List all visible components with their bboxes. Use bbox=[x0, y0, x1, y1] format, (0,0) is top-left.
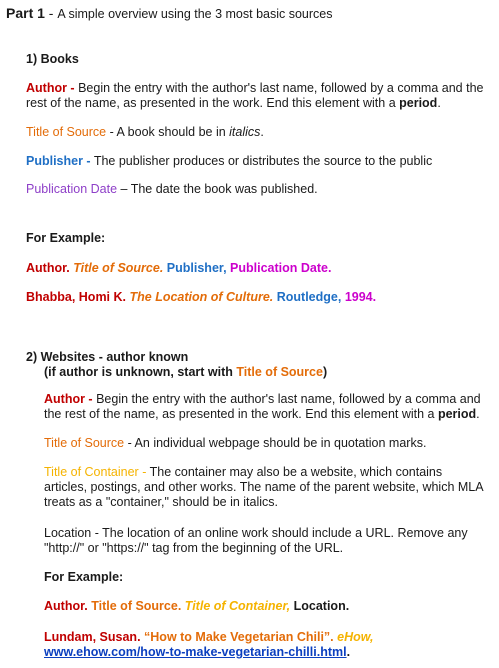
web-location-line2: "http://" or "https://" tag from the beginning of the URL. bbox=[44, 541, 344, 555]
location-term: Location bbox=[44, 526, 92, 540]
web-template-location: Location. bbox=[293, 599, 350, 613]
web-citation-end: . bbox=[346, 645, 351, 659]
web-period-term: period bbox=[437, 407, 477, 421]
author-term: Author - bbox=[26, 81, 75, 95]
websites-subheading-text: (if author is unknown, start with bbox=[44, 365, 237, 379]
part-separator: - bbox=[44, 5, 58, 21]
web-citation-url-link[interactable]: www.ehow.com/how-to-make-vegetarian-chilli.html bbox=[44, 645, 347, 659]
template-date: Publication Date. bbox=[230, 261, 332, 275]
books-example-citation bbox=[26, 290, 376, 305]
books-author-line2 bbox=[26, 96, 441, 111]
web-author-desc-2: the rest of the name, as presented in the work. End this element with a bbox=[44, 407, 438, 421]
author-desc-1: Begin the entry with the author's last name, followed by a comma and the bbox=[74, 81, 484, 95]
title-of-source-desc: - A book should be in bbox=[106, 125, 230, 139]
title-of-source-end: . bbox=[260, 125, 264, 139]
web-author-term: Author - bbox=[44, 392, 93, 406]
part-header bbox=[6, 6, 333, 22]
web-author-desc-end: . bbox=[476, 407, 480, 421]
websites-heading: 2) Websites - author known bbox=[26, 350, 189, 364]
web-citation-container: eHow, bbox=[337, 630, 374, 644]
citation-title: The Location of Culture. bbox=[129, 290, 274, 304]
web-title-of-source bbox=[44, 436, 426, 451]
web-author-line1 bbox=[44, 392, 481, 407]
web-author-line2 bbox=[44, 407, 480, 422]
template-author: Author. bbox=[26, 261, 70, 275]
title-of-container-term: Title of Container - bbox=[44, 465, 147, 479]
citation-author: Bhabba, Homi K. bbox=[26, 290, 127, 304]
books-publisher bbox=[26, 154, 432, 169]
publication-date-term: Publication Date bbox=[26, 182, 118, 196]
web-citation-author: Lundam, Susan. bbox=[44, 630, 141, 644]
citation-publisher: Routledge, bbox=[276, 290, 342, 304]
books-publication-date bbox=[26, 182, 318, 197]
location-desc-1: - The location of an online work should include a URL. Remove any bbox=[91, 526, 468, 540]
books-example-heading: For Example: bbox=[26, 231, 106, 245]
books-author-line1 bbox=[26, 81, 483, 96]
books-example-template bbox=[26, 261, 331, 276]
web-example-heading: For Example: bbox=[44, 570, 124, 584]
web-container-line3: treats as a "container," should be in italics. bbox=[44, 495, 279, 509]
web-template-container: Title of Container, bbox=[184, 599, 291, 613]
italics-word: italics bbox=[229, 125, 261, 139]
template-title: Title of Source. bbox=[73, 261, 164, 275]
web-title-of-source-term: Title of Source bbox=[44, 436, 125, 450]
template-publisher: Publisher, bbox=[166, 261, 227, 275]
books-title-of-source bbox=[26, 125, 264, 140]
websites-subheading bbox=[44, 365, 327, 380]
websites-subheading-end: ) bbox=[322, 365, 328, 379]
web-template-source: Title of Source. bbox=[91, 599, 182, 613]
web-example-template bbox=[44, 599, 349, 614]
part-label: Part 1 bbox=[6, 5, 45, 21]
author-desc-end: . bbox=[437, 96, 441, 110]
publication-date-desc: – The date the book was published. bbox=[117, 182, 318, 196]
author-desc-2: rest of the name, as presented in the work. End this element with a bbox=[26, 96, 400, 110]
books-heading: 1) Books bbox=[26, 52, 79, 66]
web-citation-title: “How to Make Vegetarian Chili”. bbox=[144, 630, 334, 644]
publisher-term: Publisher - bbox=[26, 154, 91, 168]
part-description: A simple overview using the 3 most basic sources bbox=[57, 7, 333, 21]
web-template-author: Author. bbox=[44, 599, 88, 613]
web-example-citation-line2 bbox=[44, 645, 350, 660]
publisher-desc: The publisher produces or distributes the source to the public bbox=[90, 154, 433, 168]
websites-subheading-term: Title of Source bbox=[236, 365, 323, 379]
web-author-desc-1: Begin the entry with the author's last name, followed by a comma and bbox=[92, 392, 481, 406]
container-desc-1: The container may also be a website, which contains bbox=[146, 465, 443, 479]
web-example-citation-line1 bbox=[44, 630, 374, 645]
web-container-line2: articles, postings, and other works. The name of the parent website, which MLA bbox=[44, 480, 484, 494]
web-location-line1 bbox=[44, 526, 468, 541]
web-title-of-source-desc: - An individual webpage should be in quotation marks. bbox=[124, 436, 427, 450]
period-term: period bbox=[399, 96, 438, 110]
title-of-source-term: Title of Source bbox=[26, 125, 107, 139]
web-container-line1 bbox=[44, 465, 442, 480]
citation-year: 1994. bbox=[344, 290, 377, 304]
